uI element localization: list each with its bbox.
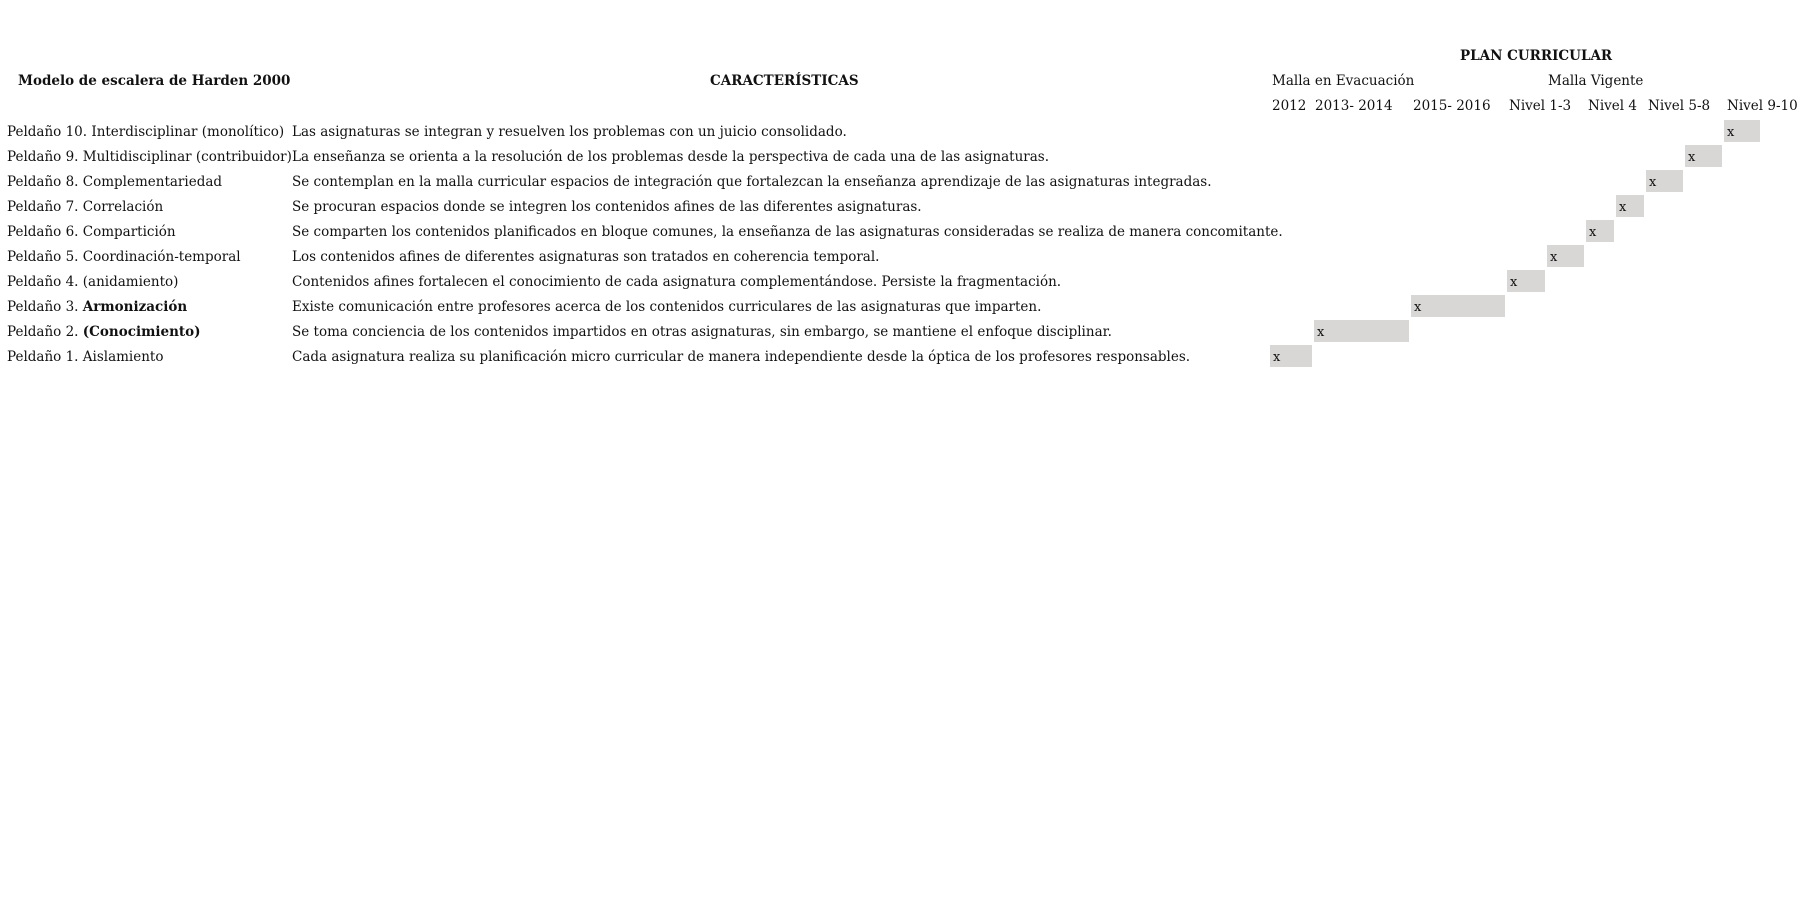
level-marker: x xyxy=(1616,195,1644,217)
step-description: Las asignaturas se integran y resuelven los problemas con un juicio consolidado. xyxy=(292,124,847,140)
step-description: Se toma conciencia de los contenidos impartidos en otras asignaturas, sin embargo, se mantiene el enfoque disciplinar. xyxy=(292,324,1112,340)
level-marker: x xyxy=(1270,345,1312,367)
table-row xyxy=(0,295,1807,320)
table-row xyxy=(0,270,1807,295)
table-row xyxy=(0,195,1807,220)
step-label: Peldaño 10. Interdisciplinar (monolítico) xyxy=(7,124,285,140)
level-marker: x xyxy=(1411,295,1505,317)
level-marker: x xyxy=(1646,170,1683,192)
column-header-nivel-9-10: Nivel 9-10 xyxy=(1727,98,1798,114)
table-row xyxy=(0,220,1807,245)
column-header-2012: 2012 xyxy=(1272,98,1307,114)
level-marker: x xyxy=(1724,120,1760,142)
step-label: Peldaño 4. (anidamiento) xyxy=(7,274,179,290)
step-label: Peldaño 5. Coordinación-temporal xyxy=(7,249,241,265)
table-row xyxy=(0,120,1807,145)
step-description: Existe comunicación entre profesores acerca de los contenidos curriculares de las asignaturas que imparten. xyxy=(292,299,1042,315)
level-marker: x xyxy=(1586,220,1614,242)
table-row xyxy=(0,145,1807,170)
step-label: Peldaño 3. Armonización xyxy=(7,299,188,315)
step-label: Peldaño 1. Aislamiento xyxy=(7,349,164,365)
plan-curricular-title: PLAN CURRICULAR xyxy=(1460,48,1613,64)
step-description: Los contenidos afines de diferentes asignaturas son tratados en coherencia temporal. xyxy=(292,249,880,265)
step-description: Se procuran espacios donde se integren los contenidos afines de las diferentes asignaturas. xyxy=(292,199,922,215)
step-description: Contenidos afines fortalecen el conocimiento de cada asignatura complementándose. Persiste la fragmentación. xyxy=(292,274,1062,290)
step-description: Cada asignatura realiza su planificación micro curricular de manera independiente desde la óptica de los profesores responsables. xyxy=(292,349,1191,365)
column-header-nivel-1-3: Nivel 1-3 xyxy=(1509,98,1572,114)
step-description: Se contemplan en la malla curricular espacios de integración que fortalezcan la enseñanza aprendizaje de las asignaturas integradas. xyxy=(292,174,1212,190)
step-label: Peldaño 6. Compartición xyxy=(7,224,176,240)
level-marker: x xyxy=(1314,320,1409,342)
step-label: Peldaño 9. Multidisciplinar (contribuidor) xyxy=(7,149,292,165)
step-label: Peldaño 2. (Conocimiento) xyxy=(7,324,201,340)
column-header-nivel-4: Nivel 4 xyxy=(1588,98,1637,114)
step-label: Peldaño 7. Correlación xyxy=(7,199,164,215)
level-marker: x xyxy=(1507,270,1545,292)
model-column-header: Modelo de escalera de Harden 2000 xyxy=(18,73,291,89)
characteristics-column-header: CARACTERÍSTICAS xyxy=(710,73,859,89)
column-header-2015-2016: 2015- 2016 xyxy=(1413,98,1491,114)
column-header-2013-2014: 2013- 2014 xyxy=(1315,98,1393,114)
table-row xyxy=(0,245,1807,270)
step-label: Peldaño 8. Complementariedad xyxy=(7,174,223,190)
column-header-nivel-5-8: Nivel 5-8 xyxy=(1648,98,1711,114)
table-row xyxy=(0,170,1807,195)
group-current-curriculum: Malla Vigente xyxy=(1548,73,1644,89)
group-old-curriculum: Malla en Evacuación xyxy=(1272,73,1415,89)
step-description: Se comparten los contenidos planificados en bloque comunes, la enseñanza de las asignaturas consideradas se realiza de manera concomitante. xyxy=(292,224,1283,240)
level-marker: x xyxy=(1547,245,1584,267)
level-marker: x xyxy=(1685,145,1722,167)
table-row xyxy=(0,320,1807,345)
table-row xyxy=(0,345,1807,370)
step-description: La enseñanza se orienta a la resolución de los problemas desde la perspectiva de cada una de las asignaturas. xyxy=(292,149,1050,165)
